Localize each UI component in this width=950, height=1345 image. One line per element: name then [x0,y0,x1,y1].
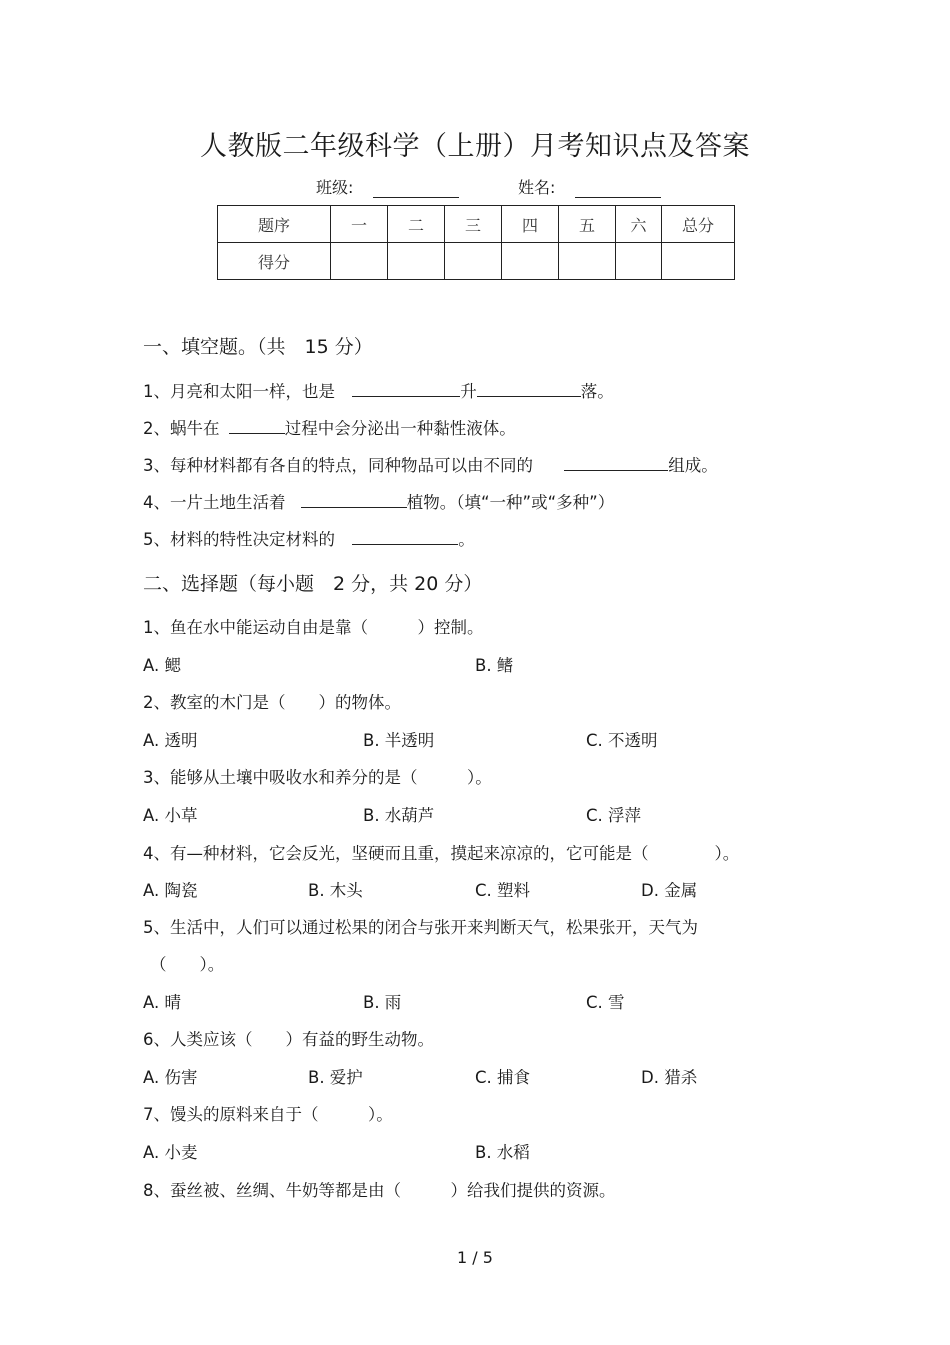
class-label: 班级: [316,178,354,197]
answer-blank [229,419,285,434]
class-field [316,175,459,198]
page-number: 1 / 5 [457,1248,493,1267]
option-a: A. 鳃 [143,656,181,675]
name-blank [575,181,661,198]
choice-question-1: 1、鱼在水中能运动自由是靠（ ）控制。 [143,618,484,637]
option-a: A. 陶瓷 [143,881,198,900]
answer-blank [301,493,407,508]
option-b: B. 木头 [308,881,363,900]
answer-blank [352,382,460,397]
score-empty-cell [331,243,388,280]
option-b: B. 半透明 [363,731,435,750]
question-text: 过程中会分泌出一种黏性液体。 [284,419,516,438]
option-d: D. 金属 [641,881,698,900]
question-text: 2、蜗牛在 [143,419,220,438]
score-table [217,205,735,280]
score-empty-cell [502,243,559,280]
choice-question-3: 3、能够从土壤中吸收水和养分的是（ ）。 [143,768,492,787]
score-cell: 总分 [662,206,735,243]
fill-question-2 [143,415,516,439]
fill-question-4 [143,489,614,513]
score-empty-cell [662,243,735,280]
fill-question-3 [143,452,718,476]
score-empty-cell [445,243,502,280]
option-c: C. 塑料 [475,881,531,900]
option-c: C. 雪 [586,993,625,1012]
choice-question-7: 7、馒头的原料来自于（ ）。 [143,1105,393,1124]
choice-question-4: 4、有—种材料，它会反光，坚硬而且重，摸起来凉凉的，它可能是（ ）。 [143,844,740,863]
question-text: 落。 [580,382,614,401]
answer-blank [352,530,458,545]
answer-blank [564,456,668,471]
question-text: 1、月亮和太阳一样，也是 [143,382,335,401]
fill-question-1 [143,378,614,402]
option-a: A. 透明 [143,731,198,750]
question-text: 植物。（填“一种”或“多种”） [406,493,615,512]
option-b: B. 水葫芦 [363,806,435,825]
option-c: C. 浮萍 [586,806,642,825]
option-a: A. 小麦 [143,1143,198,1162]
score-cell: 二 [388,206,445,243]
option-c: C. 捕食 [475,1068,531,1087]
question-text: 3、每种材料都有各自的特点，同种物品可以由不同的 [143,456,533,475]
score-table-score-row [218,243,735,280]
score-empty-cell [388,243,445,280]
option-a: A. 小草 [143,806,198,825]
choice-question-2: 2、教室的木门是（ ）的物体。 [143,693,401,712]
answer-blank [477,382,581,397]
score-cell: 三 [445,206,502,243]
section-1-heading: 一、填空题。（共 15 分） [143,336,373,358]
question-text: 4、一片土地生活着 [143,493,286,512]
score-row-label: 得分 [218,243,331,280]
score-cell: 六 [616,206,662,243]
choice-question-8: 8、蚕丝被、丝绸、牛奶等都是由（ ）给我们提供的资源。 [143,1181,616,1200]
score-empty-cell [616,243,662,280]
score-empty-cell [559,243,616,280]
name-field [518,175,661,198]
fill-question-5 [143,526,475,550]
section-2-heading: 二、选择题（每小题 2 分，共 20 分） [143,573,483,595]
name-label: 姓名: [518,178,556,197]
class-blank [373,181,459,198]
option-a: A. 伤害 [143,1068,198,1087]
score-cell: 五 [559,206,616,243]
question-text: 。 [458,530,475,549]
score-cell: 题序 [218,206,331,243]
score-table-header-row [218,206,735,243]
option-d: D. 猎杀 [641,1068,698,1087]
option-c: C. 不透明 [586,731,658,750]
choice-question-5-cont: （ ）。 [150,955,225,974]
option-a: A. 晴 [143,993,181,1012]
option-b: B. 水稻 [475,1143,530,1162]
option-b: B. 爱护 [308,1068,363,1087]
choice-question-5: 5、生活中，人们可以通过松果的闭合与张开来判断天气，松果张开，天气为 [143,918,698,937]
document-title: 人教版二年级科学（上册）月考知识点及答案 [200,131,750,162]
question-text: 5、材料的特性决定材料的 [143,530,335,549]
choice-question-6: 6、人类应该（ ）有益的野生动物。 [143,1030,434,1049]
question-text: 升 [460,382,477,401]
question-text: 组成。 [668,456,718,475]
score-cell: 四 [502,206,559,243]
option-b: B. 雨 [363,993,402,1012]
option-b: B. 鳍 [475,656,514,675]
score-cell: 一 [331,206,388,243]
